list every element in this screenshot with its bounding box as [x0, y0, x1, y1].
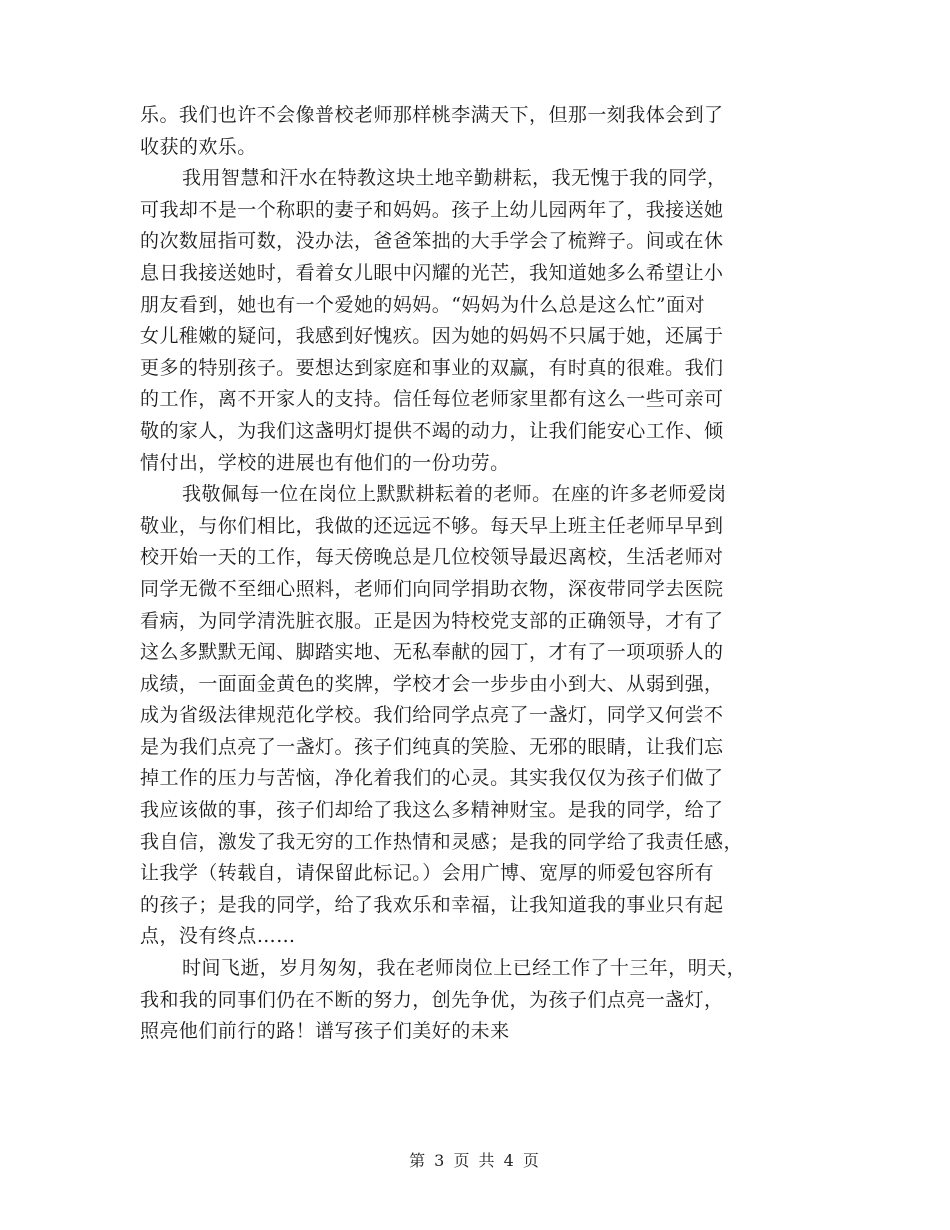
page-number-footer: 第 3 页 共 4 页 [409, 1151, 541, 1170]
text-line: 我和我的同事们仍在不断的努力，创先争优，为孩子们点亮一盏灯， [140, 988, 724, 1011]
text-line: 时间飞逝，岁月匆匆，我在老师岗位上已经工作了十三年，明天， [182, 957, 747, 980]
text-line: 掉工作的压力与苦恼，净化着我们的心灵。其实我仅仅为孩子们做了 [140, 767, 724, 790]
text-line: 的孩子；是我的同学，给了我欢乐和幸福，让我知道我的事业只有起 [140, 893, 724, 916]
text-line: 敬业，与你们相比，我做的还远远不够。每天早上班主任老师早早到 [140, 514, 724, 537]
text-line: 朋友看到，她也有一个爱她的妈妈。“妈妈为什么总是这么忙”面对 [140, 293, 705, 316]
text-line: 看病，为同学清洗脏衣服。正是因为特校党支部的正确领导，才有了 [140, 609, 724, 632]
text-line: 成为省级法律规范化学校。我们给同学点亮了一盏灯，同学又何尝不 [140, 704, 724, 727]
text-line: 女儿稚嫩的疑问，我感到好愧疚。因为她的妈妈不只属于她，还属于 [140, 325, 724, 348]
text-line: 是为我们点亮了一盏灯。孩子们纯真的笑脸、无邪的眼睛，让我们忘 [140, 735, 724, 758]
text-line: 这么多默默无闻、脚踏实地、无私奉献的园丁，才有了一项项骄人的 [140, 641, 724, 664]
text-line: 更多的特别孩子。要想达到家庭和事业的双赢，有时真的很难。我们 [140, 356, 724, 379]
text-line: 的工作，离不开家人的支持。信任每位老师家里都有这么一些可亲可 [140, 388, 724, 411]
text-line: 情付出，学校的进展也有他们的一份功劳。 [140, 451, 510, 474]
text-line: 校开始一天的工作，每天傍晚总是几位校领导最迟离校，生活老师对 [140, 546, 724, 569]
text-line: 收获的欢乐。 [140, 135, 257, 158]
text-line: 息日我接送她时，看着女儿眼中闪耀的光芒，我知道她多么希望让小 [140, 261, 724, 284]
text-line: 让我学（转载自，请保留此标记。）会用广博、宽厚的师爱包容所有 [140, 862, 715, 885]
text-line: 照亮他们前行的路！谱写孩子们美好的未来 [140, 1020, 510, 1043]
text-line: 成绩，一面面金黄色的奖牌，学校才会一步步由小到大、从弱到强， [140, 672, 724, 695]
text-line: 乐。我们也许不会像普校老师那样桃李满天下，但那一刻我体会到了 [140, 104, 724, 126]
text-line: 点，没有终点…… [140, 925, 296, 948]
text-line: 我应该做的事，孩子们却给了我这么多精神财宝。是我的同学，给了 [140, 799, 724, 822]
text-line: 可我却不是一个称职的妻子和妈妈。孩子上幼儿园两年了，我接送她 [140, 198, 724, 221]
document-body [140, 100, 812, 1048]
text-line: 我敬佩每一位在岗位上默默耕耘着的老师。在座的许多老师爱岗 [182, 483, 727, 506]
text-line: 敬的家人，为我们这盏明灯提供不竭的动力，让我们能安心工作、倾 [140, 419, 724, 442]
text-line: 我用智慧和汗水在特教这块土地辛勤耕耘，我无愧于我的同学， [182, 167, 727, 190]
text-line: 的次数屈指可数，没办法，爸爸笨拙的大手学会了梳辫子。间或在休 [140, 230, 724, 253]
text-line: 同学无微不至细心照料，老师们向同学捐助衣物，深夜带同学去医院 [140, 577, 724, 600]
text-line: 我自信，激发了我无穷的工作热情和灵感；是我的同学给了我责任感， [140, 830, 743, 853]
